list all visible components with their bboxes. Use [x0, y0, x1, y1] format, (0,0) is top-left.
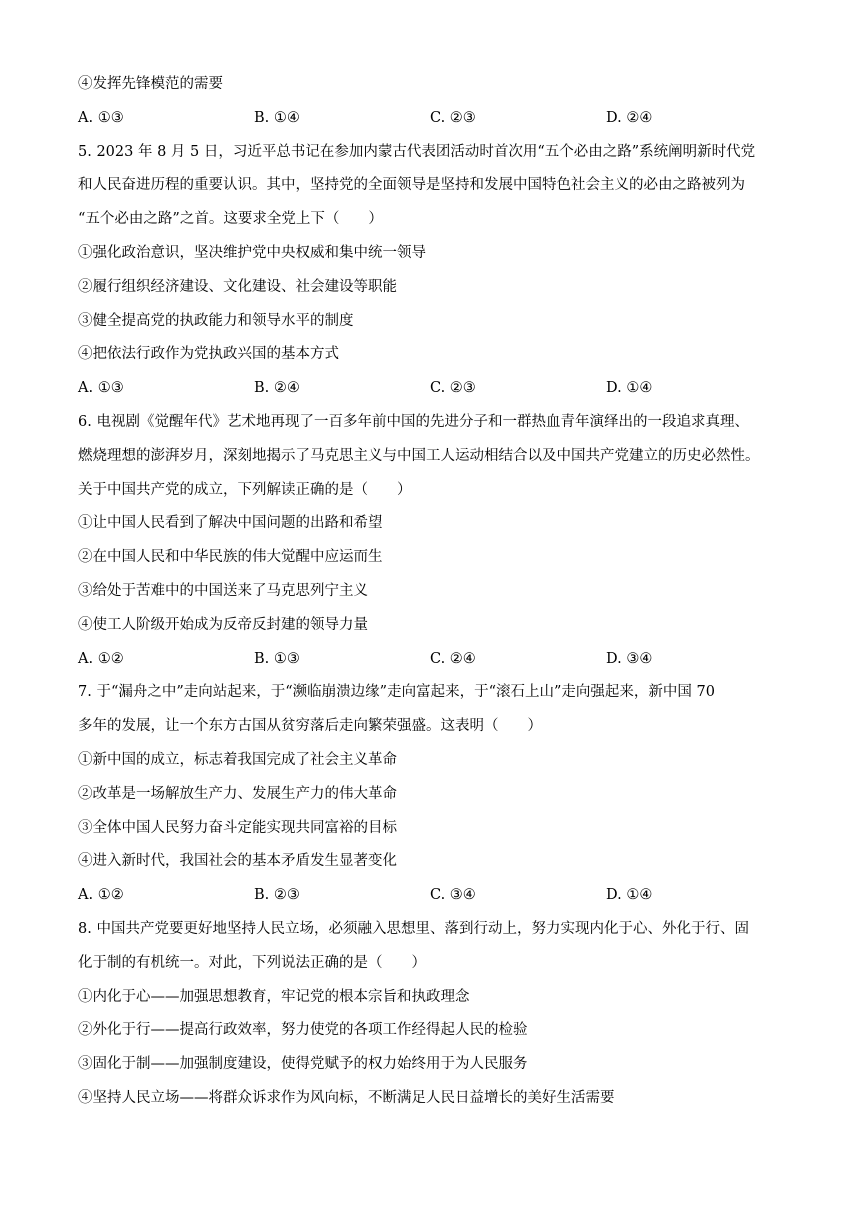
answer-choices	[78, 643, 788, 677]
question-option: ①新中国的成立，标志着我国完成了社会主义革命	[78, 751, 397, 768]
question-option: ①强化政治意识，坚决维护党中央权威和集中统一领导	[78, 244, 426, 261]
choice-c: C. ②④	[430, 650, 476, 667]
exam-page	[78, 68, 788, 1116]
question-option: ①让中国人民看到了解决中国问题的出路和希望	[78, 515, 383, 532]
choice-b: B. ②③	[254, 887, 300, 904]
choice-b: B. ①③	[254, 650, 300, 667]
question-option: ③健全提高党的执政能力和领导水平的制度	[78, 312, 354, 329]
question-option: ②在中国人民和中华民族的伟大觉醒中应运而生	[78, 549, 383, 566]
question-stem-line: “五个必由之路”之首。这要求全党上下（ ）	[78, 211, 383, 228]
choice-c: C. ②③	[430, 380, 476, 397]
question-option: ④把依法行政作为党执政兴国的基本方式	[78, 346, 339, 363]
question-option: ②履行组织经济建设、文化建设、社会建设等职能	[78, 278, 397, 295]
choice-d: D. ①④	[606, 887, 653, 904]
question-stem-line: 化于制的有机统一。对此，下列说法正确的是（ ）	[78, 954, 426, 971]
question-option: ③固化于制——加强制度建设，使得党赋予的权力始终用于为人民服务	[78, 1056, 528, 1073]
choice-c: C. ③④	[430, 887, 476, 904]
answer-choices	[78, 879, 788, 913]
answer-choices	[78, 372, 788, 406]
choice-d: D. ②④	[606, 109, 653, 126]
question-option: ④使工人阶级开始成为反帝反封建的领导力量	[78, 616, 368, 633]
question-option: ③全体中国人民努力奋斗定能实现共同富裕的目标	[78, 819, 397, 836]
question-option: ②改革是一场解放生产力、发展生产力的伟大革命	[78, 785, 397, 802]
question-stem-line: 燃烧理想的澎湃岁月，深刻地揭示了马克思主义与中国工人运动相结合以及中国共产党建立的历史必然性。	[78, 447, 760, 464]
question-stem-line: 多年的发展，让一个东方古国从贫穷落后走向繁荣强盛。这表明（ ）	[78, 718, 542, 735]
question-option: ④坚持人民立场——将群众诉求作为风向标，不断满足人民日益增长的美好生活需要	[78, 1089, 615, 1106]
question-option: ②外化于行——提高行政效率，努力使党的各项工作经得起人民的检验	[78, 1022, 528, 1039]
choice-a: A. ①②	[78, 650, 124, 667]
choice-b: B. ②④	[254, 380, 300, 397]
choice-d: D. ③④	[606, 650, 653, 667]
question-stem-line: 7. 于“漏舟之中”走向站起来，于“濒临崩溃边缘”走向富起来，于“滚石上山”走向强起来，新中国 70	[78, 684, 715, 701]
choice-b: B. ①④	[254, 109, 300, 126]
choice-a: A. ①②	[78, 887, 124, 904]
question-8	[78, 913, 788, 1116]
question-option: ③给处于苦难中的中国送来了马克思列宁主义	[78, 582, 368, 599]
question-stem-line: 8. 中国共产党要更好地坚持人民立场，必须融入思想里、落到行动上，努力实现内化于心、外化于行、固	[78, 920, 749, 937]
choice-d: D. ①④	[606, 380, 653, 397]
choice-a: A. ①③	[78, 109, 124, 126]
question-stem-line: 6. 电视剧《觉醒年代》艺术地再现了一百多年前中国的先进分子和一群热血青年演绎出的一段追求真理、	[78, 413, 749, 430]
question-7	[78, 676, 788, 913]
question-stem-line: 关于中国共产党的成立，下列解读正确的是（ ）	[78, 481, 412, 498]
question-stem-line: 5. 2023 年 8 月 5 日，习近平总书记在参加内蒙古代表团活动时首次用“五个必由之路”系统阐明新时代党	[78, 143, 756, 160]
choice-c: C. ②③	[430, 109, 476, 126]
question-6	[78, 406, 788, 676]
question-list	[78, 136, 788, 1116]
question-stem-line: 和人民奋进历程的重要认识。其中，坚持党的全面领导是坚持和发展中国特色社会主义的必由之路被列为	[78, 177, 745, 194]
question-5	[78, 136, 788, 406]
question-option: ④进入新时代，我国社会的基本矛盾发生显著变化	[78, 853, 397, 870]
question-option: ①内化于心——加强思想教育，牢记党的根本宗旨和执政理念	[78, 988, 470, 1005]
choice-a: A. ①③	[78, 380, 124, 397]
prev-option: ④发挥先锋模范的需要	[78, 76, 223, 92]
prev-choices	[78, 102, 788, 136]
